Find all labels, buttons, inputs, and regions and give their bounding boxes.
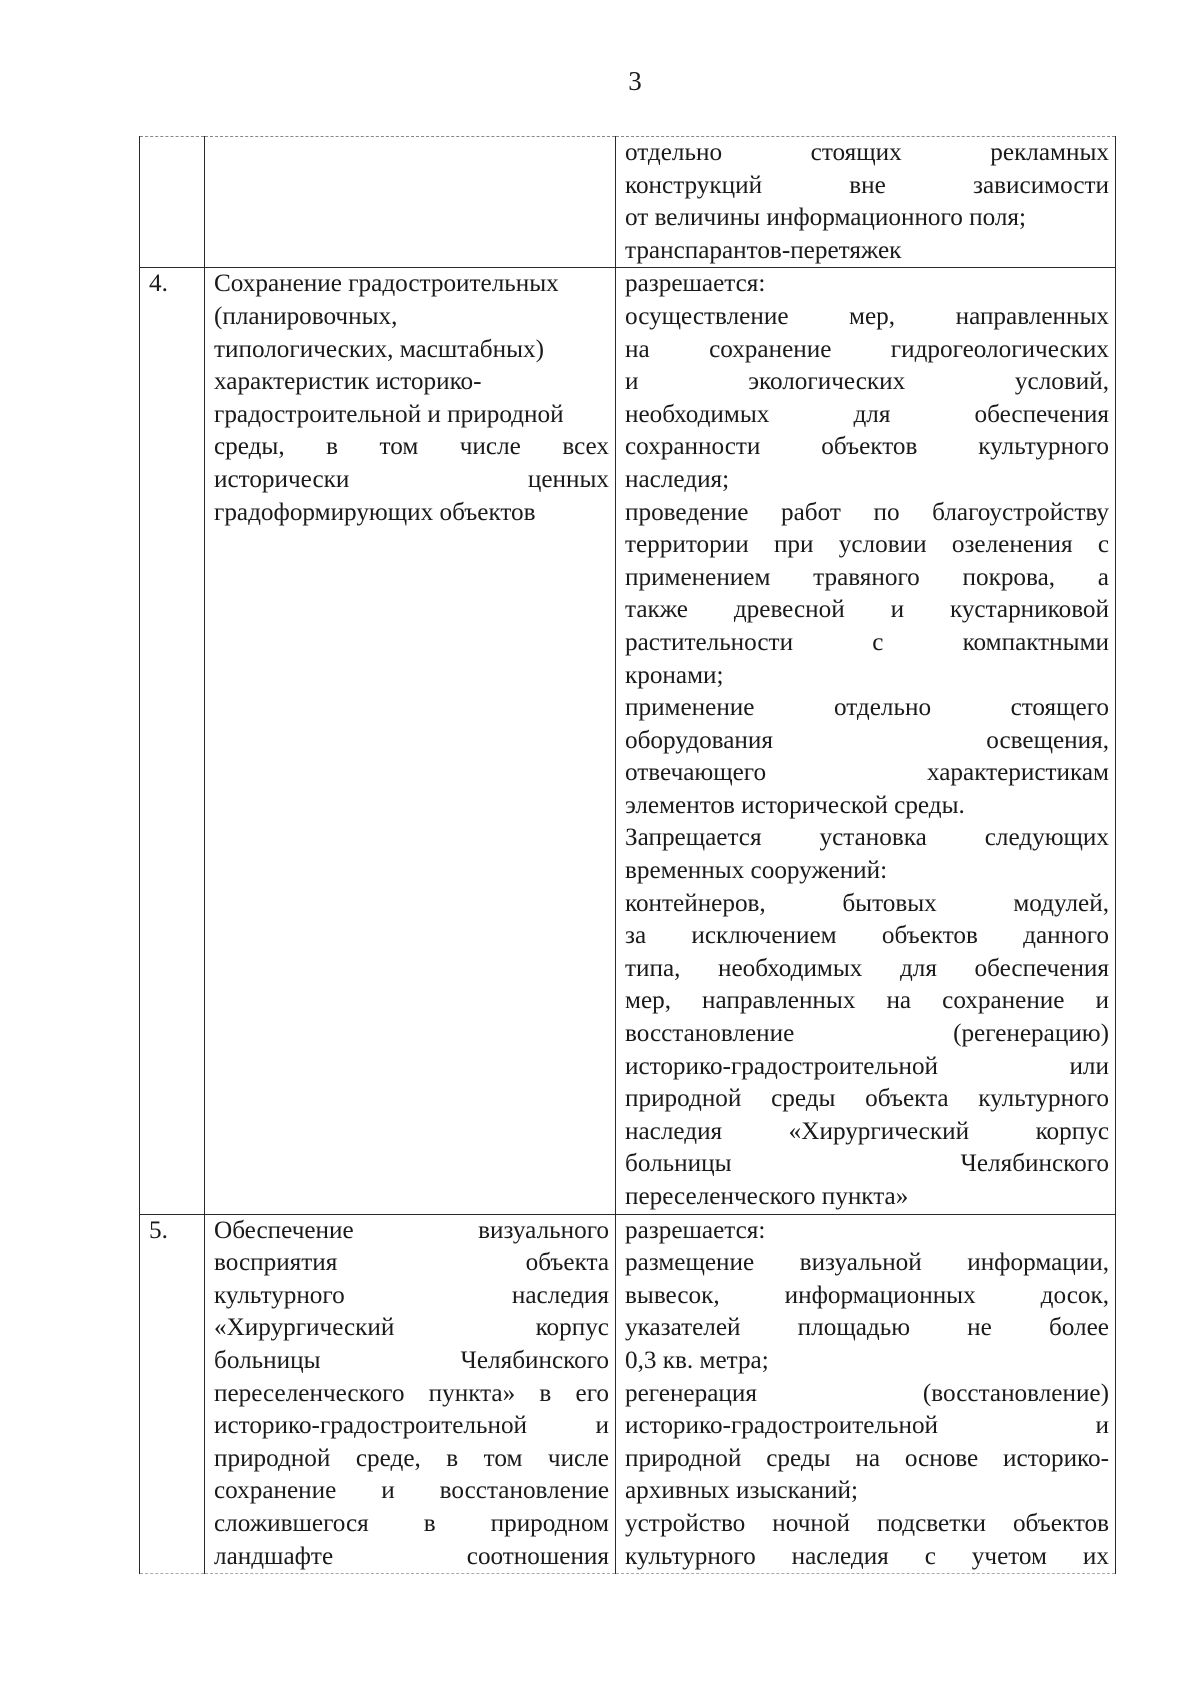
row-number-cell [140, 268, 205, 1214]
requirement-text-line: сложившегося в природном [214, 1509, 609, 1537]
regulation-cell [616, 1214, 1116, 1574]
regulation-text-line: кронами; [625, 661, 724, 689]
regulation-text-line: 0,3 кв. метра; [625, 1346, 769, 1374]
requirement-text-line: больницы Челябинского [214, 1346, 609, 1374]
regulation-text-line: переселенческого пункта» [625, 1183, 909, 1210]
regulation-text-line: применение отдельно стоящего [625, 694, 1109, 722]
regulation-cell [616, 268, 1116, 1214]
requirement-text-line: характеристик историко- [214, 368, 482, 396]
regulation-text-line: регенерация (восстановление) [625, 1379, 1109, 1407]
regulation-text-line: мер, направленных на сохранение и [625, 987, 1109, 1015]
requirement-text-line: восприятия объекта [214, 1249, 609, 1277]
row-number-cell [140, 137, 205, 268]
regulation-text-line: восстановление (регенерацию) [625, 1020, 1109, 1048]
requirement-text-line: Сохранение градостроительных [214, 270, 559, 298]
table-row [140, 1214, 1116, 1574]
regulation-text-line: историко-градостроительной или [625, 1052, 1109, 1080]
regulation-text-line: вывесок, информационных досок, [625, 1281, 1109, 1309]
row-number: 4. [149, 270, 168, 298]
regulation-text-line: наследия «Хирургический корпус [625, 1117, 1109, 1145]
regulation-text-line: оборудования освещения, [625, 726, 1109, 754]
requirement-cell [205, 1214, 616, 1574]
regulation-text-line: разрешается: [625, 1216, 766, 1244]
regulation-text-line: историко-градостроительной и [625, 1412, 1109, 1440]
requirement-text-line: градоформирующих объектов [214, 498, 536, 526]
requirement-text-line: исторически ценных [214, 465, 609, 493]
regulation-table [139, 136, 1116, 1574]
regulation-text-line: контейнеров, бытовых модулей, [625, 889, 1109, 917]
requirement-text-line: ландшафте соотношения [214, 1542, 609, 1570]
regulation-cell [616, 137, 1116, 268]
table-row [140, 137, 1116, 268]
regulation-text-line: разрешается: [625, 270, 766, 298]
regulation-text-line: территории при условии озеленения с [625, 531, 1109, 559]
regulation-text-line: элементов исторической среды. [625, 791, 965, 819]
regulation-text-line: также древесной и кустарниковой [625, 596, 1109, 624]
requirement-text-line: культурного наследия [214, 1281, 609, 1309]
row-number: 5. [149, 1216, 168, 1244]
requirement-text-line: (планировочных, [214, 302, 398, 330]
regulation-text-line: необходимых для обеспечения [625, 400, 1109, 428]
regulation-text-line: сохранности объектов культурного [625, 433, 1109, 461]
regulation-text-line: за исключением объектов данного [625, 922, 1109, 950]
regulation-text-line: устройство ночной подсветки объектов [625, 1509, 1109, 1537]
regulation-text-line: архивных изысканий; [625, 1477, 859, 1505]
regulation-text-line: размещение визуальной информации, [625, 1249, 1109, 1277]
requirement-text-line: градостроительной и природной [214, 400, 564, 428]
regulation-text-line: наследия; [625, 465, 730, 493]
requirement-text-line: сохранение и восстановление [214, 1477, 609, 1505]
regulation-text-line: конструкций вне зависимости [625, 171, 1109, 199]
regulation-text-line: больницы Челябинского [625, 1150, 1109, 1178]
requirement-text-line: «Хирургический корпус [214, 1314, 609, 1342]
regulation-text-line: от величины информационного поля; [625, 204, 1027, 232]
regulation-text-line: указателей площадью не более [625, 1314, 1109, 1342]
regulation-text-line: растительности с компактными [625, 628, 1109, 656]
requirement-text-line: историко-градостроительной и [214, 1412, 609, 1440]
requirement-cell [205, 268, 616, 1214]
requirement-text-line: типологических, масштабных) [214, 335, 544, 363]
regulation-text-line: на сохранение гидрогеологических [625, 335, 1109, 363]
row-number-cell [140, 1214, 205, 1574]
page-number: 3 [628, 66, 642, 96]
requirement-text-line: Обеспечение визуального [214, 1216, 609, 1244]
regulation-text-line: временных сооружений: [625, 857, 888, 885]
regulation-text-line: природной среды на основе историко- [625, 1444, 1109, 1472]
requirement-text-line: среды, в том числе всех [214, 433, 609, 461]
table-row [140, 268, 1116, 1214]
regulation-text-line: осуществление мер, направленных [625, 302, 1109, 330]
regulation-text-line: типа, необходимых для обеспечения [625, 954, 1109, 982]
regulation-text-line: проведение работ по благоустройству [625, 498, 1109, 526]
regulation-text-line: отвечающего характеристикам [625, 759, 1109, 787]
regulation-text-line: и экологических условий, [625, 368, 1109, 396]
regulation-text-line: культурного наследия с учетом их [625, 1542, 1109, 1570]
regulation-text-line: Запрещается установка следующих [625, 824, 1109, 852]
requirement-text-line: переселенческого пункта» в его [214, 1379, 609, 1407]
regulation-text-line: отдельно стоящих рекламных [625, 139, 1109, 166]
requirement-text-line: природной среде, в том числе [214, 1444, 609, 1472]
regulation-text-line: транспарантов-перетяжек [625, 236, 902, 264]
requirement-cell [205, 137, 616, 268]
regulation-text-line: природной среды объекта культурного [625, 1085, 1109, 1113]
regulation-text-line: применением травяного покрова, а [625, 563, 1109, 591]
